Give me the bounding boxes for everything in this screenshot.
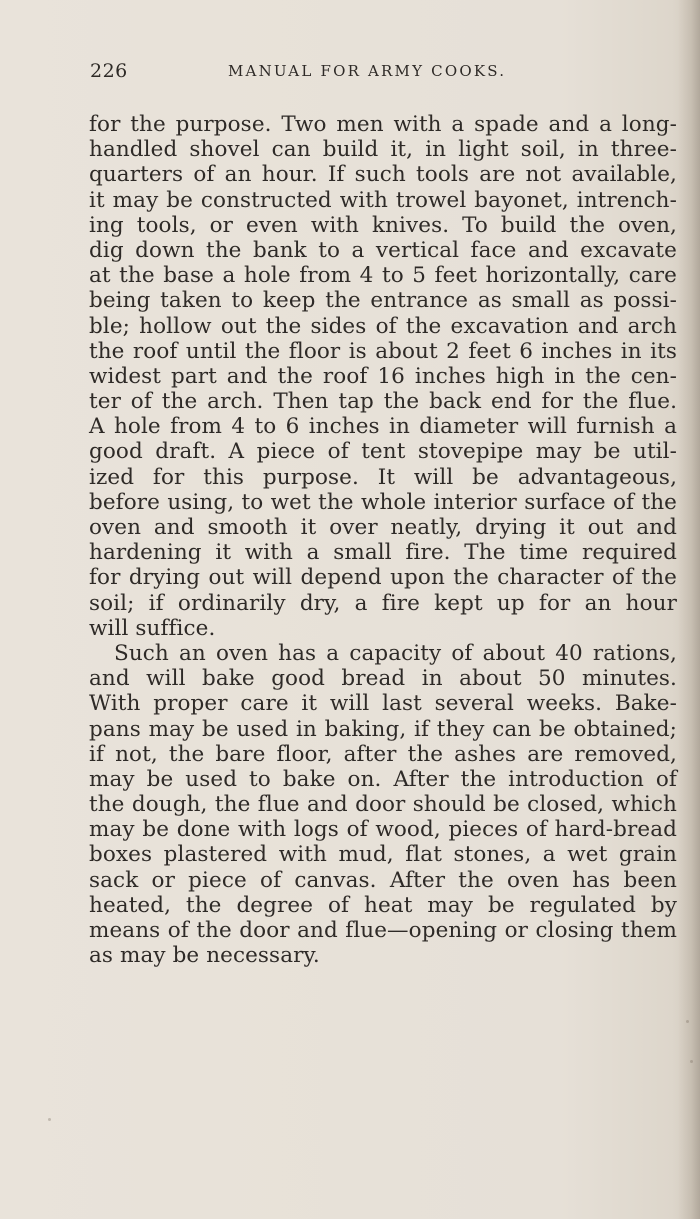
text-line: the dough, the flue and door should be closed, which bbox=[89, 792, 677, 818]
text-line: for the purpose. Two men with a spade and a long- bbox=[89, 112, 677, 137]
text-line: if not, the bare floor, after the ashes are removed, bbox=[89, 741, 677, 767]
text-line: ble; hollow out the sides of the excavation and arch bbox=[89, 313, 677, 339]
text-line: the roof until the floor is about 2 feet 6 inches in its bbox=[89, 338, 677, 364]
text-line: may be used to bake on. After the introduction of bbox=[89, 766, 677, 792]
text-line: ing tools, or even with knives. To build the oven, bbox=[89, 212, 677, 238]
paper-speck bbox=[686, 1020, 689, 1023]
text-line: before using, to wet the whole interior surface of the bbox=[89, 489, 677, 515]
body-text bbox=[89, 112, 677, 968]
text-line: good draft. A piece of tent stovepipe may be util- bbox=[89, 439, 677, 465]
page-number: 226 bbox=[90, 60, 128, 82]
text-line: A hole from 4 to 6 inches in diameter will furnish a bbox=[89, 414, 677, 440]
paragraph-2 bbox=[89, 641, 677, 968]
text-line: sack or piece of canvas. After the oven has been bbox=[89, 867, 677, 893]
running-head: MANUAL FOR ARMY COOKS. bbox=[228, 62, 507, 80]
text-line: and will bake good bread in about 50 minutes. bbox=[89, 666, 677, 692]
text-line: hardening it with a small fire. The time required bbox=[89, 540, 677, 566]
text-line: quarters of an hour. If such tools are not available, bbox=[89, 162, 677, 188]
text-line: widest part and the roof 16 inches high in the cen- bbox=[89, 363, 677, 389]
text-line: will suffice. bbox=[89, 615, 216, 641]
text-line: soil; if ordinarily dry, a fire kept up for an hour bbox=[89, 590, 677, 616]
page-header bbox=[90, 60, 680, 86]
text-line: ter of the arch. Then tap the back end for the flue. bbox=[89, 389, 677, 415]
text-line: boxes plastered with mud, flat stones, a wet grain bbox=[89, 842, 677, 868]
text-line: at the base a hole from 4 to 5 feet horizontally, care bbox=[89, 263, 677, 289]
text-line: it may be constructed with trowel bayonet, intrench- bbox=[89, 187, 677, 213]
paragraph-1 bbox=[89, 112, 677, 641]
paper-speck bbox=[48, 1118, 51, 1121]
text-line: Such an oven has a capacity of about 40 rations, bbox=[114, 640, 677, 666]
text-line: ized for this purpose. It will be advantageous, bbox=[89, 464, 677, 490]
text-line: means of the door and flue—opening or closing them bbox=[89, 918, 677, 943]
text-line: as may be necessary. bbox=[89, 943, 320, 969]
text-line: oven and smooth it over neatly, drying it out and bbox=[89, 515, 677, 540]
page-edge-shadow bbox=[678, 0, 700, 1219]
text-line: may be done with logs of wood, pieces of hard-bread bbox=[89, 817, 677, 843]
text-line: pans may be used in baking, if they can be obtained; bbox=[89, 716, 677, 742]
text-line: dig down the bank to a vertical face and excavate bbox=[89, 237, 677, 263]
text-line: being taken to keep the entrance as small as possi- bbox=[89, 288, 677, 314]
text-line: handled shovel can build it, in light soil, in three- bbox=[89, 137, 677, 163]
text-line: for drying out will depend upon the character of the bbox=[89, 565, 677, 591]
paper-speck bbox=[690, 1060, 693, 1063]
text-line: With proper care it will last several weeks. Bake- bbox=[89, 691, 677, 717]
text-line: heated, the degree of heat may be regulated by bbox=[89, 892, 677, 918]
